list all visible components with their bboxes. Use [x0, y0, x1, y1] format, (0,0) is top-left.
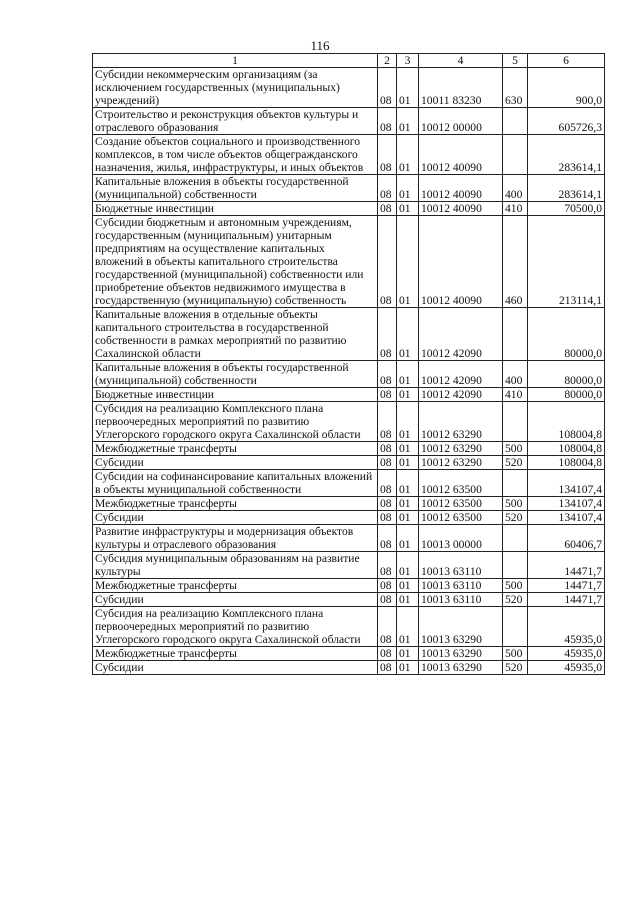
amount-cell: 605726,3 [528, 108, 605, 135]
section-code-cell: 08 [378, 442, 397, 456]
amount-cell: 60406,7 [528, 525, 605, 552]
table-row [93, 202, 605, 216]
expense-type-cell: 410 [503, 388, 528, 402]
amount-cell: 14471,7 [528, 552, 605, 579]
table-row [93, 497, 605, 511]
table-row [93, 216, 605, 308]
expense-type-cell: 630 [503, 68, 528, 108]
target-item-code-cell: 10012 63290 [419, 442, 503, 456]
row-name-cell: Субсидия муниципальным образованиям на развитие культуры [93, 552, 378, 579]
table-row [93, 525, 605, 552]
subsection-code-cell: 01 [397, 511, 419, 525]
target-item-code-cell: 10012 42090 [419, 308, 503, 361]
amount-cell: 14471,7 [528, 593, 605, 607]
section-code-cell: 08 [378, 607, 397, 647]
section-code-cell: 08 [378, 525, 397, 552]
expense-type-cell: 400 [503, 175, 528, 202]
target-item-code-cell: 10013 63110 [419, 579, 503, 593]
subsection-code-cell: 01 [397, 68, 419, 108]
row-name-cell: Создание объектов социального и производственного комплексов, в том числе объектов общегражданского назначения, жилья, инфраструктуры, и иных объектов [93, 135, 378, 175]
expense-type-cell: 500 [503, 442, 528, 456]
table-row [93, 470, 605, 497]
expense-type-cell: 500 [503, 647, 528, 661]
section-code-cell: 08 [378, 661, 397, 675]
section-code-cell: 08 [378, 202, 397, 216]
target-item-code-cell: 10012 00000 [419, 108, 503, 135]
column-header: 1 [93, 54, 378, 68]
target-item-code-cell: 10011 83230 [419, 68, 503, 108]
section-code-cell: 08 [378, 402, 397, 442]
subsection-code-cell: 01 [397, 202, 419, 216]
subsection-code-cell: 01 [397, 388, 419, 402]
row-name-cell: Субсидии [93, 511, 378, 525]
subsection-code-cell: 01 [397, 525, 419, 552]
row-name-cell: Капитальные вложения в объекты государственной (муниципальной) собственности [93, 361, 378, 388]
amount-cell: 134107,4 [528, 470, 605, 497]
amount-cell: 45935,0 [528, 607, 605, 647]
subsection-code-cell: 01 [397, 552, 419, 579]
amount-cell: 45935,0 [528, 647, 605, 661]
section-code-cell: 08 [378, 456, 397, 470]
section-code-cell: 08 [378, 175, 397, 202]
target-item-code-cell: 10012 40090 [419, 202, 503, 216]
section-code-cell: 08 [378, 361, 397, 388]
amount-cell: 14471,7 [528, 579, 605, 593]
row-name-cell: Субсидии на софинансирование капитальных вложений в объекты муниципальной собственности [93, 470, 378, 497]
section-code-cell: 08 [378, 579, 397, 593]
table-row [93, 442, 605, 456]
table-row [93, 135, 605, 175]
table-row [93, 308, 605, 361]
section-code-cell: 08 [378, 593, 397, 607]
row-name-cell: Межбюджетные трансферты [93, 647, 378, 661]
table-row [93, 402, 605, 442]
table-row [93, 661, 605, 675]
expense-type-cell: 520 [503, 456, 528, 470]
subsection-code-cell: 01 [397, 175, 419, 202]
section-code-cell: 08 [378, 216, 397, 308]
target-item-code-cell: 10012 40090 [419, 216, 503, 308]
table-header-row [93, 54, 605, 68]
subsection-code-cell: 01 [397, 607, 419, 647]
subsection-code-cell: 01 [397, 593, 419, 607]
column-header: 2 [378, 54, 397, 68]
row-name-cell: Субсидии [93, 593, 378, 607]
row-name-cell: Межбюджетные трансферты [93, 442, 378, 456]
row-name-cell: Развитие инфраструктуры и модернизация объектов культуры и отраслевого образования [93, 525, 378, 552]
table-row [93, 579, 605, 593]
target-item-code-cell: 10013 63290 [419, 647, 503, 661]
expense-type-cell [503, 470, 528, 497]
expense-type-cell [503, 552, 528, 579]
subsection-code-cell: 01 [397, 661, 419, 675]
row-name-cell: Субсидии бюджетным и автономным учреждениям, государственным (муниципальным) унитарным предприятиям на осуществление капитальных вложений в объекты капитального строительства государственной (муниципальной) собственности или приобретение объектов недвижимого имущества в государственную (муниципальную) собственность [93, 216, 378, 308]
expense-type-cell [503, 525, 528, 552]
row-name-cell: Субсидия на реализацию Комплексного плана первоочередных мероприятий по развитию Углегорского городского округа Сахалинской области [93, 402, 378, 442]
amount-cell: 108004,8 [528, 442, 605, 456]
row-name-cell: Бюджетные инвестиции [93, 202, 378, 216]
subsection-code-cell: 01 [397, 361, 419, 388]
target-item-code-cell: 10012 63500 [419, 497, 503, 511]
section-code-cell: 08 [378, 552, 397, 579]
section-code-cell: 08 [378, 68, 397, 108]
amount-cell: 80000,0 [528, 308, 605, 361]
expense-type-cell: 520 [503, 593, 528, 607]
target-item-code-cell: 10013 63290 [419, 607, 503, 647]
table-row [93, 108, 605, 135]
row-name-cell: Субсидия на реализацию Комплексного плана первоочередных мероприятий по развитию Углегорского городского округа Сахалинской области [93, 607, 378, 647]
expense-type-cell [503, 402, 528, 442]
amount-cell: 70500,0 [528, 202, 605, 216]
section-code-cell: 08 [378, 135, 397, 175]
row-name-cell: Субсидии [93, 661, 378, 675]
target-item-code-cell: 10012 63290 [419, 402, 503, 442]
amount-cell: 108004,8 [528, 402, 605, 442]
row-name-cell: Строительство и реконструкция объектов культуры и отраслевого образования [93, 108, 378, 135]
expense-type-cell [503, 108, 528, 135]
target-item-code-cell: 10012 63500 [419, 470, 503, 497]
target-item-code-cell: 10012 40090 [419, 175, 503, 202]
target-item-code-cell: 10012 40090 [419, 135, 503, 175]
amount-cell: 213114,1 [528, 216, 605, 308]
table-row [93, 361, 605, 388]
column-header: 4 [419, 54, 503, 68]
row-name-cell: Субсидии некоммерческим организациям (за исключением государственных (муниципальных) учреждений) [93, 68, 378, 108]
expense-type-cell: 400 [503, 361, 528, 388]
subsection-code-cell: 01 [397, 216, 419, 308]
expense-type-cell: 460 [503, 216, 528, 308]
subsection-code-cell: 01 [397, 308, 419, 361]
row-name-cell: Субсидии [93, 456, 378, 470]
expense-type-cell: 410 [503, 202, 528, 216]
section-code-cell: 08 [378, 470, 397, 497]
expense-type-cell [503, 135, 528, 175]
row-name-cell: Межбюджетные трансферты [93, 579, 378, 593]
table-row [93, 511, 605, 525]
row-name-cell: Капитальные вложения в отдельные объекты капитального строительства в государственной собственности в рамках мероприятий по развитию Сахалинской области [93, 308, 378, 361]
amount-cell: 283614,1 [528, 135, 605, 175]
subsection-code-cell: 01 [397, 647, 419, 661]
table-row [93, 552, 605, 579]
expense-type-cell: 500 [503, 579, 528, 593]
amount-cell: 80000,0 [528, 361, 605, 388]
column-header: 5 [503, 54, 528, 68]
subsection-code-cell: 01 [397, 135, 419, 175]
row-name-cell: Межбюджетные трансферты [93, 497, 378, 511]
row-name-cell: Бюджетные инвестиции [93, 388, 378, 402]
section-code-cell: 08 [378, 308, 397, 361]
table-body [93, 68, 605, 675]
subsection-code-cell: 01 [397, 402, 419, 442]
amount-cell: 134107,4 [528, 497, 605, 511]
amount-cell: 45935,0 [528, 661, 605, 675]
target-item-code-cell: 10013 63110 [419, 552, 503, 579]
expense-type-cell: 520 [503, 511, 528, 525]
section-code-cell: 08 [378, 497, 397, 511]
subsection-code-cell: 01 [397, 579, 419, 593]
table-row [93, 593, 605, 607]
table-row [93, 388, 605, 402]
table-row [93, 647, 605, 661]
amount-cell: 108004,8 [528, 456, 605, 470]
page-number: 116 [310, 38, 330, 53]
section-code-cell: 08 [378, 647, 397, 661]
target-item-code-cell: 10012 63290 [419, 456, 503, 470]
expense-type-cell [503, 607, 528, 647]
section-code-cell: 08 [378, 108, 397, 135]
expense-type-cell: 500 [503, 497, 528, 511]
target-item-code-cell: 10012 63500 [419, 511, 503, 525]
target-item-code-cell: 10012 42090 [419, 361, 503, 388]
target-item-code-cell: 10013 63290 [419, 661, 503, 675]
subsection-code-cell: 01 [397, 470, 419, 497]
table-row [93, 68, 605, 108]
target-item-code-cell: 10013 00000 [419, 525, 503, 552]
budget-table [92, 53, 605, 675]
target-item-code-cell: 10012 42090 [419, 388, 503, 402]
expense-type-cell: 520 [503, 661, 528, 675]
table-row [93, 607, 605, 647]
row-name-cell: Капитальные вложения в объекты государственной (муниципальной) собственности [93, 175, 378, 202]
expense-type-cell [503, 308, 528, 361]
subsection-code-cell: 01 [397, 108, 419, 135]
section-code-cell: 08 [378, 511, 397, 525]
amount-cell: 900,0 [528, 68, 605, 108]
amount-cell: 80000,0 [528, 388, 605, 402]
column-header: 6 [528, 54, 605, 68]
subsection-code-cell: 01 [397, 442, 419, 456]
column-header: 3 [397, 54, 419, 68]
section-code-cell: 08 [378, 388, 397, 402]
target-item-code-cell: 10013 63110 [419, 593, 503, 607]
amount-cell: 134107,4 [528, 511, 605, 525]
subsection-code-cell: 01 [397, 456, 419, 470]
table-row [93, 456, 605, 470]
amount-cell: 283614,1 [528, 175, 605, 202]
subsection-code-cell: 01 [397, 497, 419, 511]
table-row [93, 175, 605, 202]
